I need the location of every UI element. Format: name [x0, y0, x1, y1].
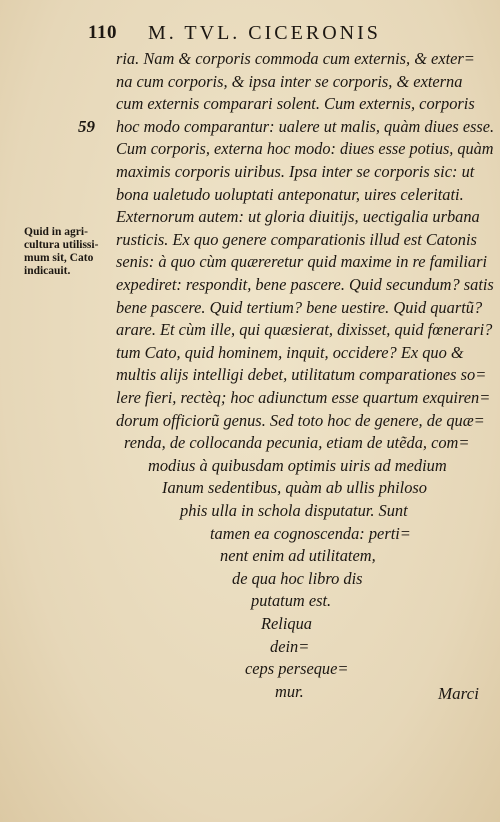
- text-line: expediret: respondit, bene pascere. Quid secundum? satis: [116, 275, 494, 294]
- margin-note-line: mum sit, Cato: [24, 252, 94, 264]
- margin-section-number: 59: [78, 117, 95, 136]
- text-line: cum externis comparari solent. Cum externis, corporis: [116, 94, 475, 114]
- text-line: dorum officiorũ genus. Sed toto hoc de genere, de quæ=: [116, 410, 485, 430]
- text-line: nent enim ad utilitatem,: [220, 546, 376, 566]
- text-line: mur.: [275, 681, 304, 701]
- text-line: tamen ea cognoscenda: perti=: [210, 523, 411, 543]
- text-line: phis ulla in schola disputatur. Sunt: [180, 501, 408, 520]
- text-line: lere fieri, rectèq; hoc adiunctum esse quartum exquiren=: [116, 388, 491, 407]
- text-line: senis: à quo cùm quæreretur quid maxime in re familiari: [116, 252, 488, 272]
- text-line: putatum est.: [251, 591, 332, 611]
- text-line: rusticis. Ex quo genere comparationis illud est Catonis: [116, 229, 477, 249]
- text-line: ceps perseque=: [245, 659, 349, 679]
- page-header: [0, 22, 500, 46]
- margin-note-line: indicauit.: [24, 265, 71, 277]
- catchword: Marci: [438, 684, 479, 703]
- text-line: renda, de collocanda pecunia, etiam de utẽda, com=: [124, 433, 470, 453]
- text-line: multis alijs intelligi debet, utilitatum comparationes so=: [116, 365, 487, 385]
- text-line: dein=: [270, 636, 310, 656]
- text-line: Reliqua: [261, 614, 312, 633]
- text-line: ria. Nam & corporis commoda cum externis, & exter=: [116, 49, 475, 68]
- text-line: bona ualetudo uoluptati anteponatur, uires celeritati.: [116, 184, 464, 204]
- text-line: modius à quibusdam optimis uiris ad medium: [148, 455, 447, 475]
- text-line: Ianum sedentibus, quàm ab ullis philoso: [162, 478, 427, 498]
- text-line: Cum corporis, externa hoc modo: diues esse potius, quàm: [116, 139, 494, 159]
- text-line: Externorum autem: ut gloria diuitijs, uectigalia urbana: [116, 207, 480, 227]
- text-line: tum Cato, quid hominem, inquit, occidere? Ex quo &: [116, 342, 464, 362]
- running-head: M. TVL. CICERONIS: [148, 22, 381, 44]
- margin-note-line: cultura utilissi-: [24, 239, 99, 251]
- text-line: arare. Et cùm ille, qui quæsierat, dixisset, quid fœnerari?: [116, 320, 493, 340]
- text-line: de qua hoc libro dis: [232, 568, 363, 588]
- page-number: 110: [88, 22, 117, 43]
- margin-note-line: Quid in agri-: [24, 226, 88, 238]
- text-line: na cum corporis, & ipsa inter se corporis, & externa: [116, 71, 463, 91]
- text-line: maximis corporis uiribus. Ipsa inter se corporis sic: ut: [116, 162, 475, 181]
- margin-note: [24, 226, 114, 278]
- text-line: bene pascere. Quid tertium? bene uestire. Quid quartũ?: [116, 297, 483, 317]
- text-line: hoc modo comparantur: ualere ut malis, quàm diues esse.: [116, 116, 495, 136]
